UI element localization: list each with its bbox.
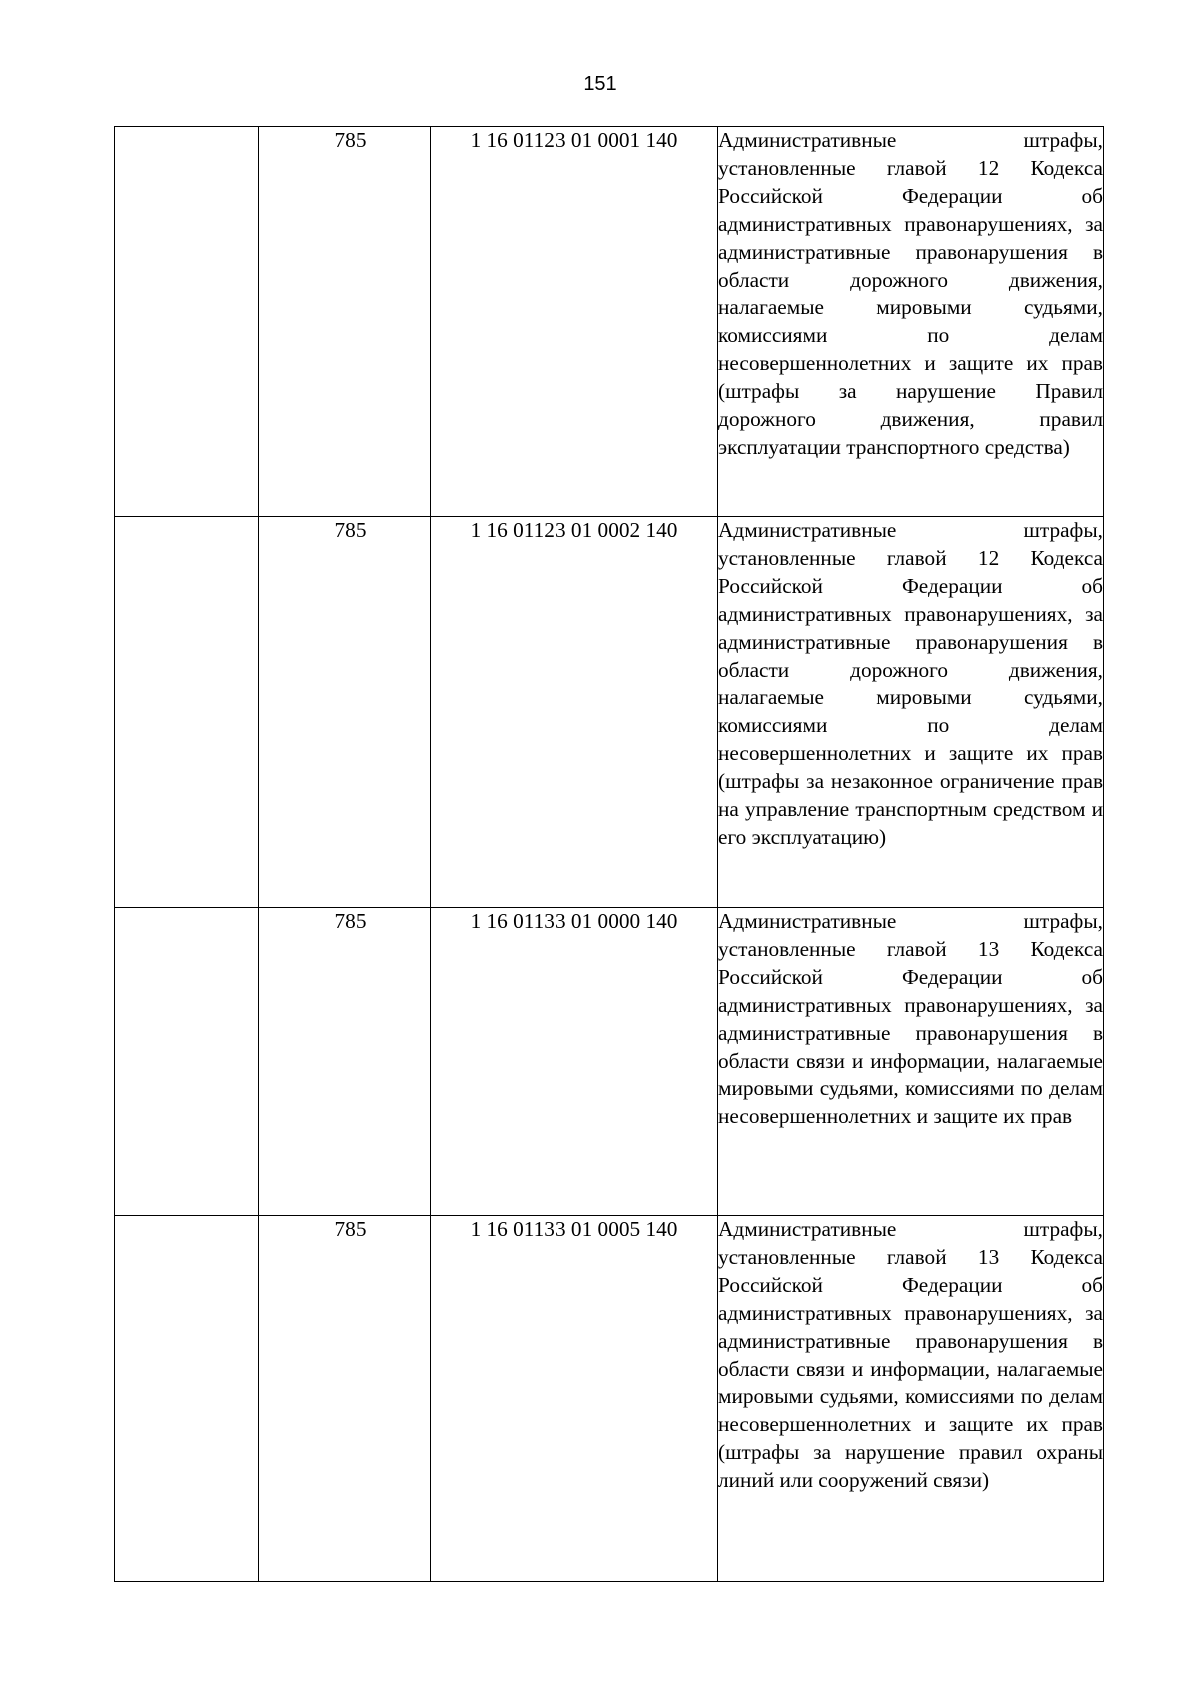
admin-code-cell	[259, 517, 431, 908]
kbk-cell: 1 16 01133 01 0000 140	[431, 908, 718, 1216]
admin-code: 785	[334, 518, 367, 542]
budget-codes-table	[114, 126, 1104, 1582]
admin-code-cell	[259, 908, 431, 1216]
admin-cell	[115, 517, 259, 908]
table-row	[115, 127, 1104, 517]
description-text: Административные штрафы, установленные главой 12 Кодекса Российской Федерации об административных правонарушениях, за административные правонарушения в области дорожного движения, налагаемые мировыми судьями, комиссиями по делам несовершеннолетних и защите их прав (штрафы за незаконное ограничение прав на управление транспортным средством и его эксплуатацию)	[718, 518, 1103, 849]
description-text: Административные штрафы, установленные главой 12 Кодекса Российской Федерации об административных правонарушениях, за административные правонарушения в области дорожного движения, налагаемые мировыми судьями, комиссиями по делам несовершеннолетних и защите их прав (штрафы за нарушение Правил дорожного движения, правил эксплуатации транспортного средства)	[718, 128, 1103, 459]
admin-cell	[115, 908, 259, 1216]
kbk-cell: 1 16 01123 01 0002 140	[431, 517, 718, 908]
admin-code-cell	[259, 1216, 431, 1582]
description-cell	[718, 1216, 1104, 1582]
admin-code: 785	[334, 909, 367, 933]
admin-code: 785	[334, 1217, 367, 1241]
table-row	[115, 517, 1104, 908]
description-text: Административные штрафы, установленные главой 13 Кодекса Российской Федерации об административных правонарушениях, за административные правонарушения в области связи и информации, налагаемые мировыми судьями, комиссиями по делам несовершеннолетних и защите их прав (штрафы за нарушение правил охраны линий или сооружений связи)	[718, 1217, 1103, 1493]
kbk-cell: 1 16 01123 01 0001 140	[431, 127, 718, 517]
admin-cell	[115, 1216, 259, 1582]
table-row	[115, 1216, 1104, 1582]
table-row	[115, 908, 1104, 1216]
admin-code-cell	[259, 127, 431, 517]
description-text: Административные штрафы, установленные главой 13 Кодекса Российской Федерации об административных правонарушениях, за административные правонарушения в области связи и информации, налагаемые мировыми судьями, комиссиями по делам несовершеннолетних и защите их прав	[718, 909, 1103, 1129]
admin-code: 785	[334, 128, 367, 152]
description-cell	[718, 127, 1104, 517]
page-number: 151	[583, 73, 617, 95]
admin-cell	[115, 127, 259, 517]
description-cell	[718, 517, 1104, 908]
description-cell	[718, 908, 1104, 1216]
kbk-cell: 1 16 01133 01 0005 140	[431, 1216, 718, 1582]
